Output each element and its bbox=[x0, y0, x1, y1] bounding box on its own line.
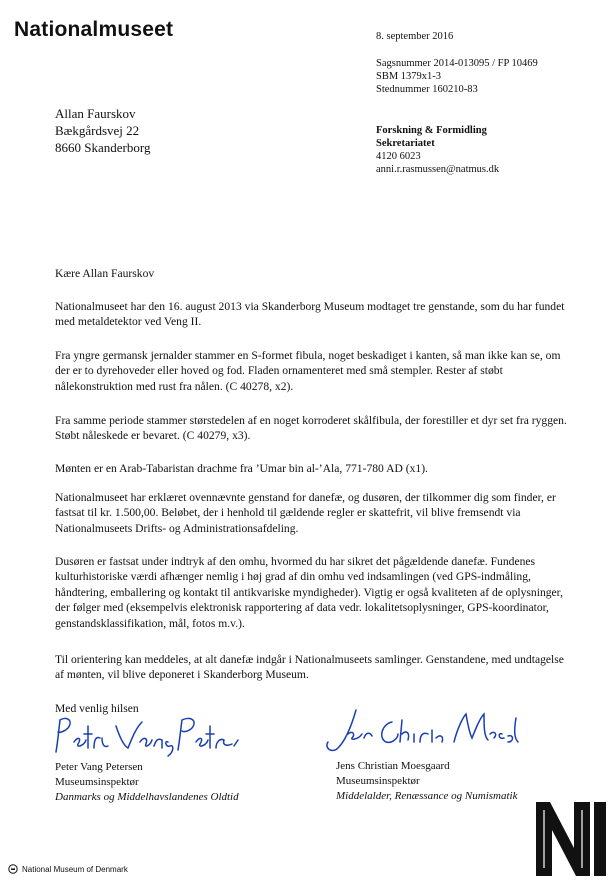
signer-title: Museumsinspektør bbox=[336, 775, 420, 787]
signature-peter-vang-petersen bbox=[50, 712, 240, 760]
recipient-name: Allan Faurskov bbox=[55, 106, 136, 121]
signer-department: Danmarks og Middelhavslandenes Oldtid bbox=[55, 791, 239, 803]
paragraph-7: Til orientering kan meddeles, at alt danefæ indgår i Nationalmuseets samlinger. Genstandene, med undtagelse af mønten, vil blive deponeret i Skanderborg Museum. bbox=[55, 653, 564, 682]
closing: Med venlig hilsen bbox=[55, 702, 139, 715]
department-unit: Sekretariatet bbox=[376, 138, 435, 149]
paragraph-3: Fra samme periode stammer størstedelen af en noget korroderet skålfibula, der forestiller et dyr set fra ryggen. Støbt nåleskede er bevaret. (C 40279, x3). bbox=[55, 414, 567, 443]
paragraph-6: Dusøren er fastsat under indtryk af den omhu, hvormed du har sikret det pågældende danefæ. Fundenes kulturhistoriske værdi afhænger nemlig i høj grad af din omhu ved indsamlingen (ved GPS-indmåling, håndtering, emballering og kontakt til antikvariske myndigheder). Vigtig er også kvaliteten af de oplysninger, der følger med (eksempelvis elektronisk rapportering af data vedr. lokalitetsoplysninger, GPS-koordinator, genstandsklassifikation, mål, fotos m.v.). bbox=[55, 555, 563, 630]
signer-name: Jens Christian Moesgaard bbox=[336, 760, 450, 772]
site-number: Stednummer 160210-83 bbox=[376, 84, 478, 95]
recipient-street: Bækgårdsvej 22 bbox=[55, 123, 140, 138]
recipient-city: 8660 Skanderborg bbox=[55, 140, 151, 155]
department-phone: 4120 6023 bbox=[376, 151, 421, 162]
museum-logo: Nationalmuseet bbox=[14, 18, 174, 41]
recipient-address bbox=[55, 105, 150, 156]
paragraph-1: Nationalmuseet har den 16. august 2013 via Skanderborg Museum modtaget tre genstande, som du har fundet med metaldetektor ved Veng II. bbox=[55, 300, 565, 329]
department-name: Forskning & Formidling bbox=[376, 125, 487, 136]
paragraph-2: Fra yngre germansk jernalder stammer en S-formet fibula, noget beskadiget i kanten, så man ikke kan se, om der er to dyrehoveder eller hoved og fod. Fladen ornamenteret med små stempler. Rester af støbt nålekonstruktion med rust fra nålen. (C 40278, x2). bbox=[55, 349, 561, 393]
paragraph-4: Mønten er en Arab-Tabaristan drachme fra ’Umar bin al-’Ala, 771-780 AD (x1). bbox=[55, 462, 428, 475]
signature-block-right bbox=[336, 759, 517, 804]
signer-department: Middelalder, Renæssance og Numismatik bbox=[336, 790, 518, 802]
case-number: Sagsnummer 2014-013095 / FP 10469 bbox=[376, 58, 538, 69]
nm-logo-icon bbox=[532, 796, 610, 880]
signer-name: Peter Vang Petersen bbox=[55, 761, 143, 773]
footer bbox=[8, 864, 128, 874]
greeting: Kære Allan Faurskov bbox=[55, 267, 155, 280]
sbm-number: SBM 1379x1-3 bbox=[376, 71, 442, 82]
letter-date: 8. september 2016 bbox=[376, 31, 454, 42]
signer-title: Museumsinspektør bbox=[55, 776, 139, 788]
signature-jens-christian-moesgaard bbox=[318, 704, 528, 760]
crown-seal-icon bbox=[8, 864, 18, 874]
department-block bbox=[376, 124, 499, 176]
paragraph-5: Nationalmuseet har erklæret ovennævnte genstand for danefæ, og dusøren, der tilkommer dig som finder, er fastsat til kr. 1.500,00. Beløbet, der i henhold til gældende regler er skattefrit, vil blive fremsendt via Nationalmuseets Drifts- og Administrationsafdeling. bbox=[55, 491, 556, 535]
signature-block-left bbox=[55, 760, 239, 805]
department-email: anni.r.rasmussen@natmus.dk bbox=[376, 164, 500, 175]
footer-text: National Museum of Denmark bbox=[22, 864, 128, 874]
